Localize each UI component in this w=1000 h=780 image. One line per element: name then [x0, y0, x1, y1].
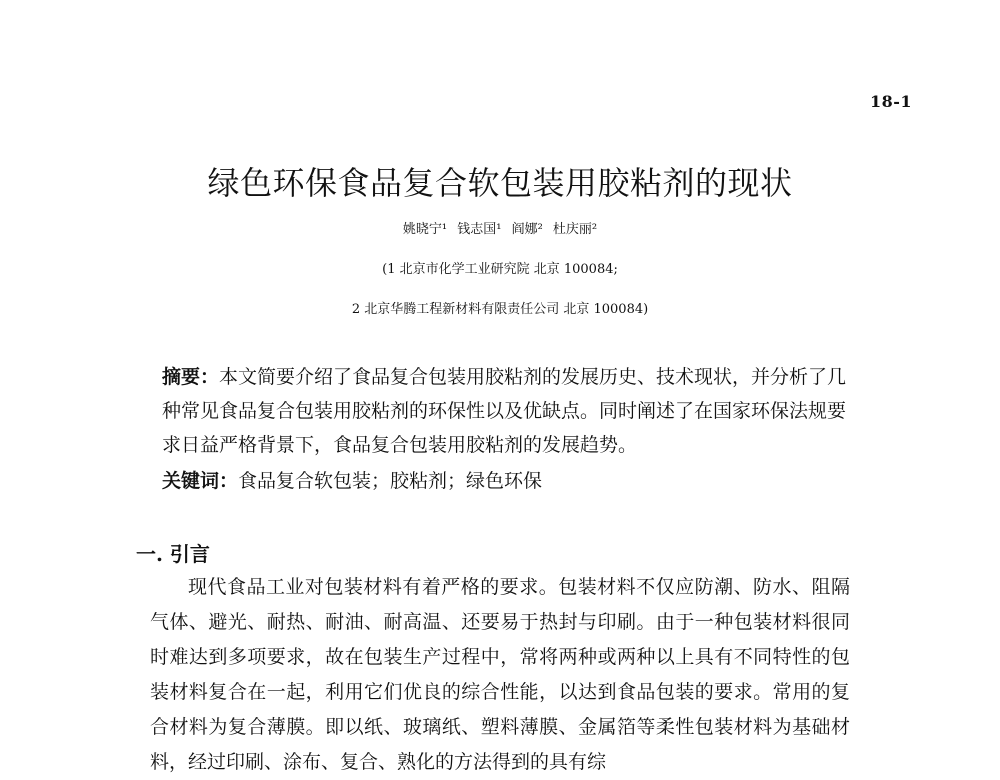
keywords [162, 466, 852, 493]
keywords-label: 关键词： [162, 470, 239, 492]
section-body: 现代食品工业对包装材料有着严格的要求。包装材料不仅应防潮、防水、阻隔气体、避光、耐热、耐油、耐高温、还要易于热封与印刷。由于一种包装材料很同时难达到多项要求，故在包装生产过程中，常将两种或两种以上具有不同特性的包装材料复合在一起，利用它们优良的综合性能，以达到食品包装的要求。常用的复合材料为复合薄膜。即以纸、玻璃纸、塑料薄膜、金属箔等柔性包装材料为基础材料，经过印刷、涂布、复合、熟化的方法得到的具有综 [150, 576, 850, 773]
page-number: 18-1 [870, 92, 913, 111]
abstract-text: 本文简要介绍了食品复合包装用胶粘剂的发展历史、技术现状，并分析了几种常见食品复合包装用胶粘剂的环保性以及优缺点。同时阐述了在国家环保法规要求日益严格背景下，食品复合包装用胶粘剂的发展趋势。 [162, 366, 847, 456]
affiliation-1: (1 北京市化学工业研究院 北京 100084; [382, 262, 618, 277]
abstract-label: 摘要： [162, 366, 220, 388]
section-heading: 一. 引言 [136, 542, 210, 566]
keywords-text: 食品复合软包装；胶粘剂；绿色环保 [238, 470, 543, 492]
affiliation-2: 2 北京华腾工程新材料有限责任公司 北京 100084) [351, 302, 649, 317]
abstract [162, 360, 852, 462]
authors: 姚晓宁¹ 钱志国¹ 阎娜² 杜庆丽² [402, 222, 598, 237]
page-title: 绿色环保食品复合软包装用胶粘剂的现状 [207, 164, 793, 202]
